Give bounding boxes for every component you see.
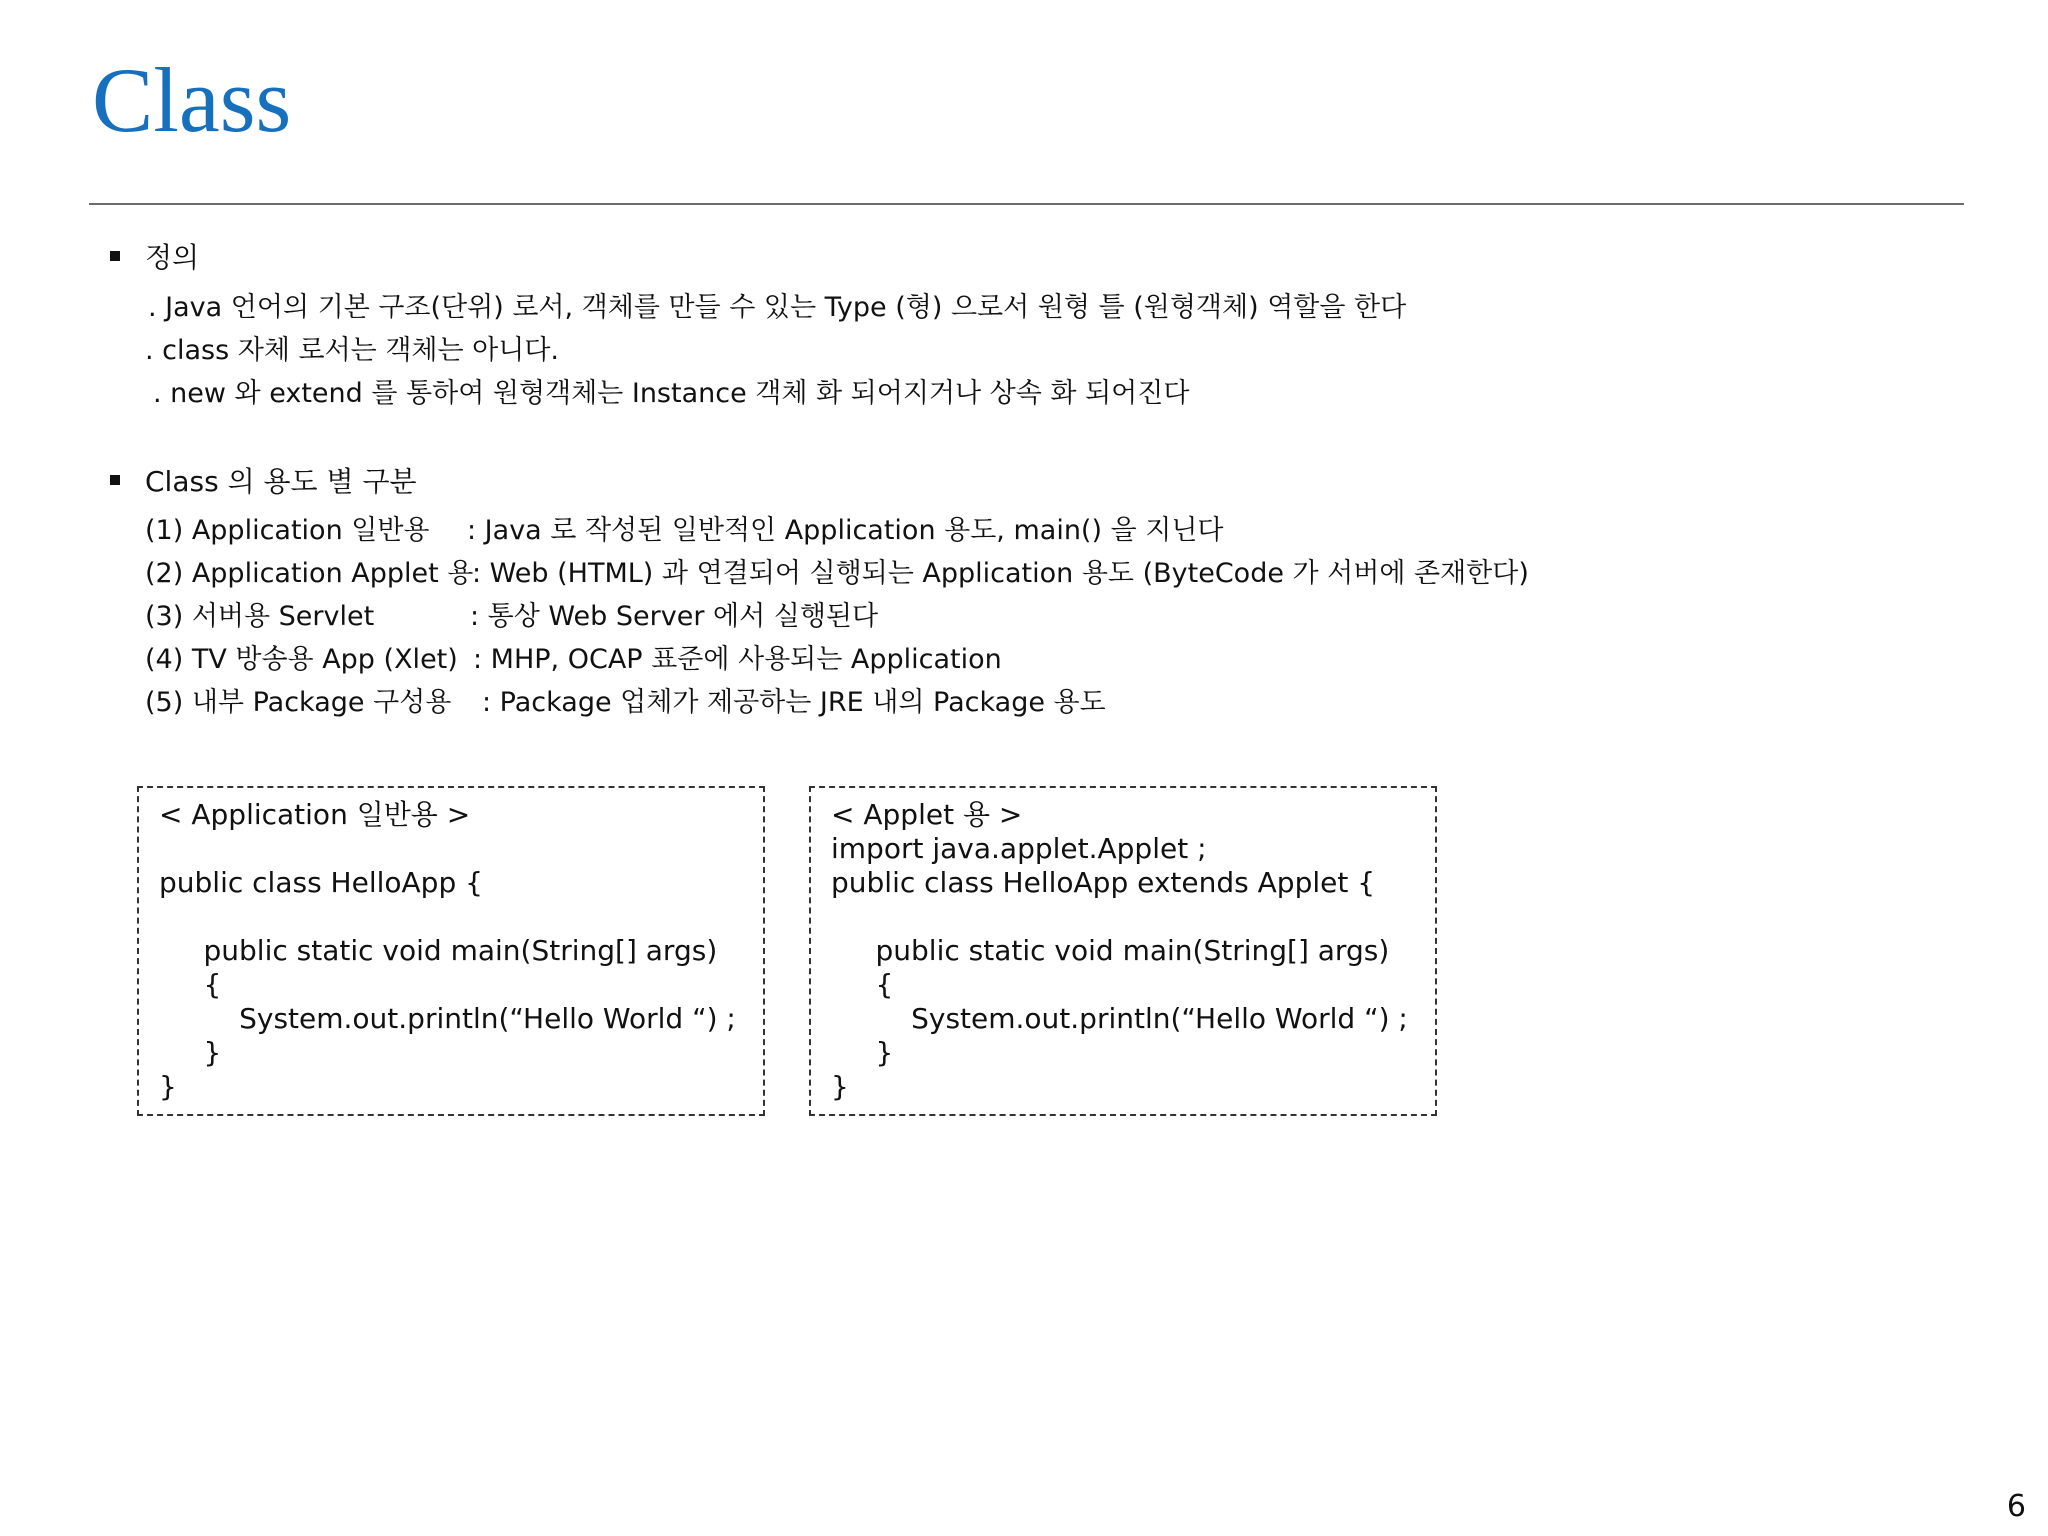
code-line: public class HelloApp extends Applet { xyxy=(831,866,1376,899)
usage-item-desc: : MHP, OCAP 표준에 사용되는 Application xyxy=(473,644,1002,675)
bullet-definition xyxy=(110,240,199,276)
bullet-usage xyxy=(110,464,417,500)
code-line: } xyxy=(159,1070,177,1103)
code-line: public class HelloApp { xyxy=(159,866,483,899)
definition-line: . Java 언어의 기본 구조(단위) 로서, 객체를 만들 수 있는 Type (형) 으로서 원형 틀 (원형객체) 역할을 한다 xyxy=(148,292,1407,323)
code-line: System.out.println(“Hello World “) ; xyxy=(159,1002,736,1035)
usage-item-desc: : 통상 Web Server 에서 실행된다 xyxy=(470,601,879,632)
usage-item-desc: : Java 로 작성된 일반적인 Application 용도, main() 을 지닌다 xyxy=(467,515,1224,546)
definition-line: . class 자체 로서는 객체는 아니다. xyxy=(145,335,560,366)
code-box-applet xyxy=(809,786,1437,1116)
usage-heading: Class 의 용도 별 구분 xyxy=(145,465,417,498)
code-line: System.out.println(“Hello World “) ; xyxy=(831,1002,1408,1035)
definition-line: . new 와 extend 를 통하여 원형객체는 Instance 객체 화 되어지거나 상속 화 되어진다 xyxy=(153,378,1190,409)
code-line: < Application 일반용 > xyxy=(159,798,471,831)
code-line: } xyxy=(159,1036,222,1069)
usage-item-label: (1) Application 일반용 xyxy=(145,515,430,546)
code-line: public static void main(String[] args) xyxy=(831,934,1390,967)
usage-item-desc: : Web (HTML) 과 연결되어 실행되는 Application 용도 (ByteCode 가 서버에 존재한다) xyxy=(472,558,1529,589)
code-line: } xyxy=(831,1070,849,1103)
usage-item-label: (3) 서버용 Servlet xyxy=(145,601,375,632)
title-divider xyxy=(89,203,1964,205)
code-line: { xyxy=(159,968,222,1001)
usage-item-label: (2) Application Applet 용 xyxy=(145,558,474,589)
code-box-application xyxy=(137,786,765,1116)
definition-heading: 정의 xyxy=(145,241,200,274)
code-line: < Applet 용 > xyxy=(831,798,1023,831)
square-bullet-icon xyxy=(110,251,120,261)
code-line: import java.applet.Applet ; xyxy=(831,832,1207,865)
slide-title: Class xyxy=(92,49,292,151)
usage-item-desc: : Package 업체가 제공하는 JRE 내의 Package 용도 xyxy=(482,687,1106,718)
square-bullet-icon xyxy=(110,475,120,485)
usage-item-label: (5) 내부 Package 구성용 xyxy=(145,687,452,718)
code-line: } xyxy=(831,1036,894,1069)
code-line: public static void main(String[] args) xyxy=(159,934,718,967)
code-line: { xyxy=(831,968,894,1001)
usage-item-label: (4) TV 방송용 App (Xlet) xyxy=(145,644,458,675)
page-number: 6 xyxy=(2006,1489,2026,1524)
